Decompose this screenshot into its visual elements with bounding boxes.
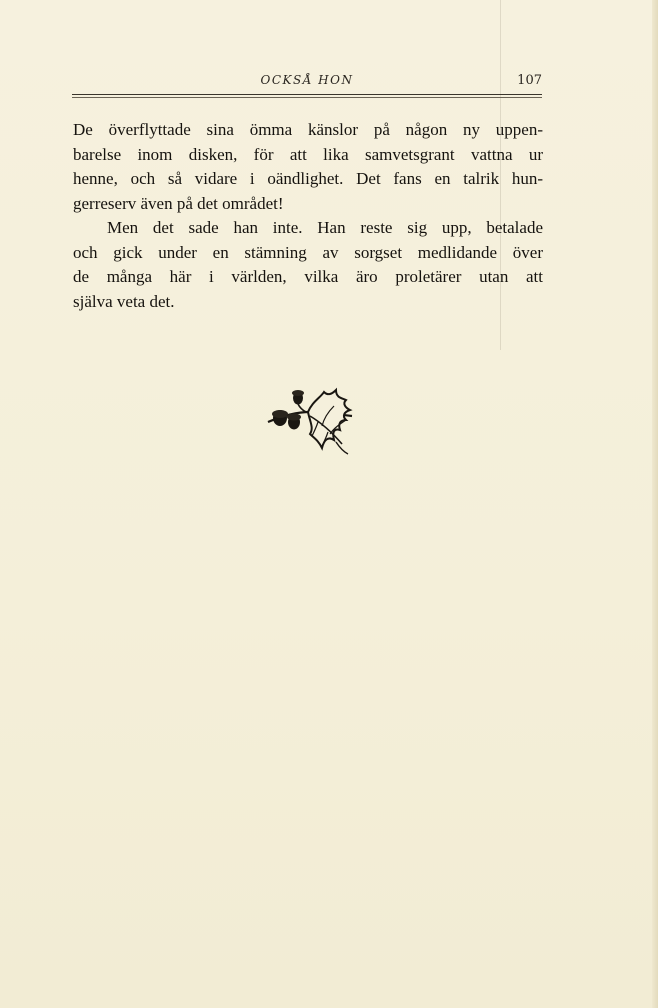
header-rule-top <box>72 94 542 95</box>
text-line: gerreserv även på det området! <box>73 193 284 213</box>
text-line: och gick under en stämning av sorgset medlidande över <box>73 242 543 262</box>
text-line: De överflyttade sina ömma känslor på någon ny uppen- <box>73 120 543 139</box>
paragraph-2 <box>73 216 543 314</box>
running-head <box>72 73 542 91</box>
oak-leaf-acorn-icon <box>262 378 358 458</box>
page-edge <box>652 0 658 1008</box>
paragraph-1 <box>73 118 543 216</box>
text-line: barelse inom disken, för att lika samvetsgrant vattna ur <box>73 144 543 164</box>
body-text <box>73 118 543 314</box>
text-line: själva veta det. <box>73 291 175 311</box>
header-rule-bottom <box>72 97 542 98</box>
running-title: OCKSÅ HON <box>260 73 354 87</box>
page-number: 107 <box>517 73 542 88</box>
text-line: Men det sade han inte. Han reste sig upp, betalade <box>107 218 543 237</box>
text-line: de många här i världen, vilka äro proletärer utan att <box>73 267 543 286</box>
text-line: henne, och så vidare i oändlighet. Det fans en talrik hun- <box>73 169 543 188</box>
